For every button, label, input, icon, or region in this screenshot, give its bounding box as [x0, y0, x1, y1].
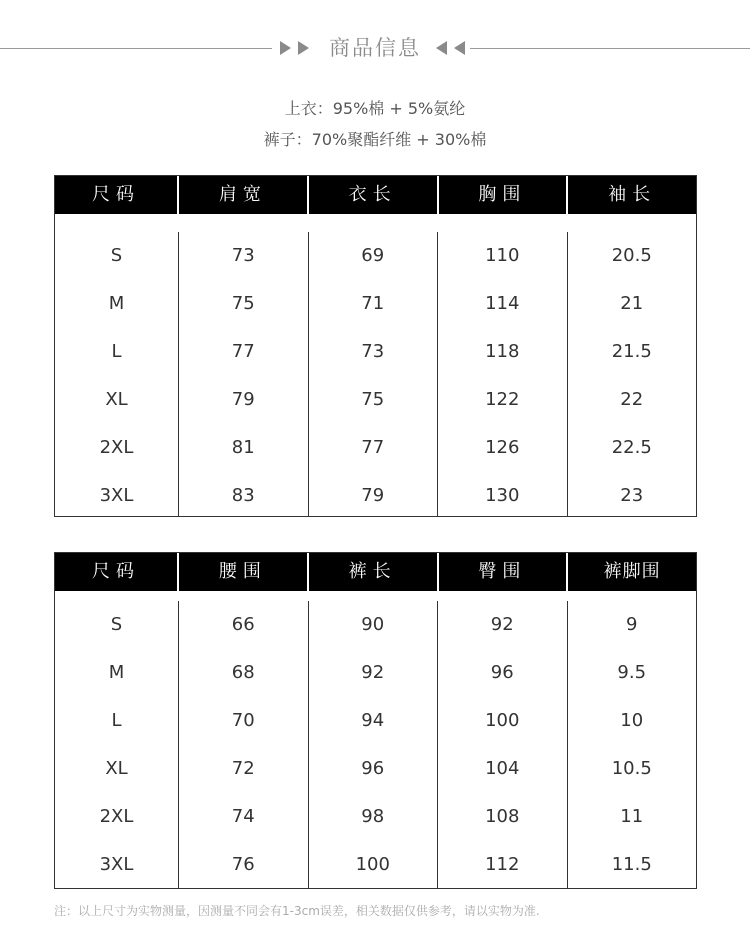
- table-cell: M: [108, 662, 125, 683]
- table-cell: 74: [231, 806, 255, 827]
- header-chest: 胸围: [439, 176, 569, 214]
- table-cell: 90: [361, 614, 385, 635]
- header-length: 衣长: [309, 176, 439, 214]
- table-cell: 75: [231, 293, 255, 314]
- table-cell: 92: [361, 662, 385, 683]
- pants-size-table: [54, 552, 697, 889]
- table-cell: 69: [361, 245, 385, 266]
- table-cell: L: [111, 341, 122, 362]
- column-shoulder: [179, 232, 309, 516]
- measurement-note: 注：以上尺寸为实物测量，因测量不同会有1-3cm误差，相关数据仅供参考，请以实物为准.: [54, 904, 540, 918]
- table-cell: 126: [485, 437, 520, 458]
- table-body: [55, 591, 696, 888]
- triangle-right-icon: [298, 41, 309, 55]
- header-pants-length: 裤长: [309, 553, 439, 591]
- table-cell: 71: [361, 293, 385, 314]
- table-cell: 21: [620, 293, 644, 314]
- header-hip: 臀围: [439, 553, 569, 591]
- table-cell: 75: [361, 389, 385, 410]
- table-cell: 9: [626, 614, 638, 635]
- table-cell: 79: [231, 389, 255, 410]
- table-cell: 108: [485, 806, 520, 827]
- table-cell: 96: [361, 758, 385, 779]
- table-cell: 20.5: [611, 245, 652, 266]
- table-cell: 72: [231, 758, 255, 779]
- table-cell: 94: [361, 710, 385, 731]
- triangle-right-icon: [280, 41, 291, 55]
- table-cell: XL: [105, 389, 128, 410]
- page-title: 商品信息: [329, 36, 421, 60]
- table-cell: 112: [485, 854, 520, 875]
- table-cell: XL: [105, 758, 128, 779]
- table-cell: 81: [231, 437, 255, 458]
- table-cell: 3XL: [99, 854, 134, 875]
- header-line-left: [0, 48, 272, 49]
- table-cell: 11.5: [611, 854, 652, 875]
- triangle-left-icon: [454, 41, 465, 55]
- column-size: [55, 601, 179, 888]
- table-cell: 98: [361, 806, 385, 827]
- column-waist: [179, 601, 309, 888]
- table-header: [55, 176, 696, 214]
- column-hem: [568, 601, 697, 888]
- header-hem: 裤脚围: [603, 561, 661, 582]
- table-cell: 9.5: [617, 662, 647, 683]
- table-cell: 118: [485, 341, 520, 362]
- table-cell: 130: [485, 485, 520, 506]
- table-cell: 77: [361, 437, 385, 458]
- table-cell: S: [110, 614, 123, 635]
- table-cell: 96: [490, 662, 514, 683]
- header-size: 尺码: [55, 553, 179, 591]
- material-pants: 裤子：70%聚酯纤维 + 30%棉: [263, 130, 487, 149]
- table-cell: 73: [231, 245, 255, 266]
- header-sleeve: 袖长: [608, 184, 657, 205]
- material-top: 上衣：95%棉 + 5%氨纶: [284, 99, 466, 118]
- table-cell: 22: [620, 389, 644, 410]
- table-cell: 23: [620, 485, 644, 506]
- top-size-table: [54, 175, 697, 517]
- column-size: [55, 232, 179, 516]
- table-cell: L: [111, 710, 122, 731]
- table-cell: 122: [485, 389, 520, 410]
- header-waist: 腰围: [179, 553, 309, 591]
- table-cell: 22.5: [611, 437, 652, 458]
- table-cell: S: [110, 245, 123, 266]
- table-cell: 2XL: [99, 806, 134, 827]
- table-cell: 100: [355, 854, 390, 875]
- column-sleeve: [568, 232, 697, 516]
- table-cell: 104: [485, 758, 520, 779]
- table-cell: 92: [490, 614, 514, 635]
- header-shoulder: 肩宽: [179, 176, 309, 214]
- table-cell: 110: [485, 245, 520, 266]
- table-cell: 100: [485, 710, 520, 731]
- column-length: [309, 232, 439, 516]
- header-line-right: [470, 48, 750, 49]
- table-cell: 11: [620, 806, 644, 827]
- table-header: [55, 553, 696, 591]
- column-chest: [438, 232, 568, 516]
- header-size: 尺码: [55, 176, 179, 214]
- table-cell: 76: [231, 854, 255, 875]
- section-header: [0, 28, 750, 68]
- triangle-left-icon: [436, 41, 447, 55]
- table-cell: 68: [231, 662, 255, 683]
- column-hip: [438, 601, 568, 888]
- table-cell: 114: [485, 293, 520, 314]
- table-cell: 83: [231, 485, 255, 506]
- table-cell: 10.5: [611, 758, 652, 779]
- column-pants-length: [309, 601, 439, 888]
- table-body: [55, 214, 696, 516]
- table-cell: 66: [231, 614, 255, 635]
- table-cell: 3XL: [99, 485, 134, 506]
- table-cell: 21.5: [611, 341, 652, 362]
- table-cell: 10: [620, 710, 644, 731]
- table-cell: 70: [231, 710, 255, 731]
- table-cell: M: [108, 293, 125, 314]
- table-cell: 73: [361, 341, 385, 362]
- table-cell: 79: [361, 485, 385, 506]
- table-cell: 77: [231, 341, 255, 362]
- table-cell: 2XL: [99, 437, 134, 458]
